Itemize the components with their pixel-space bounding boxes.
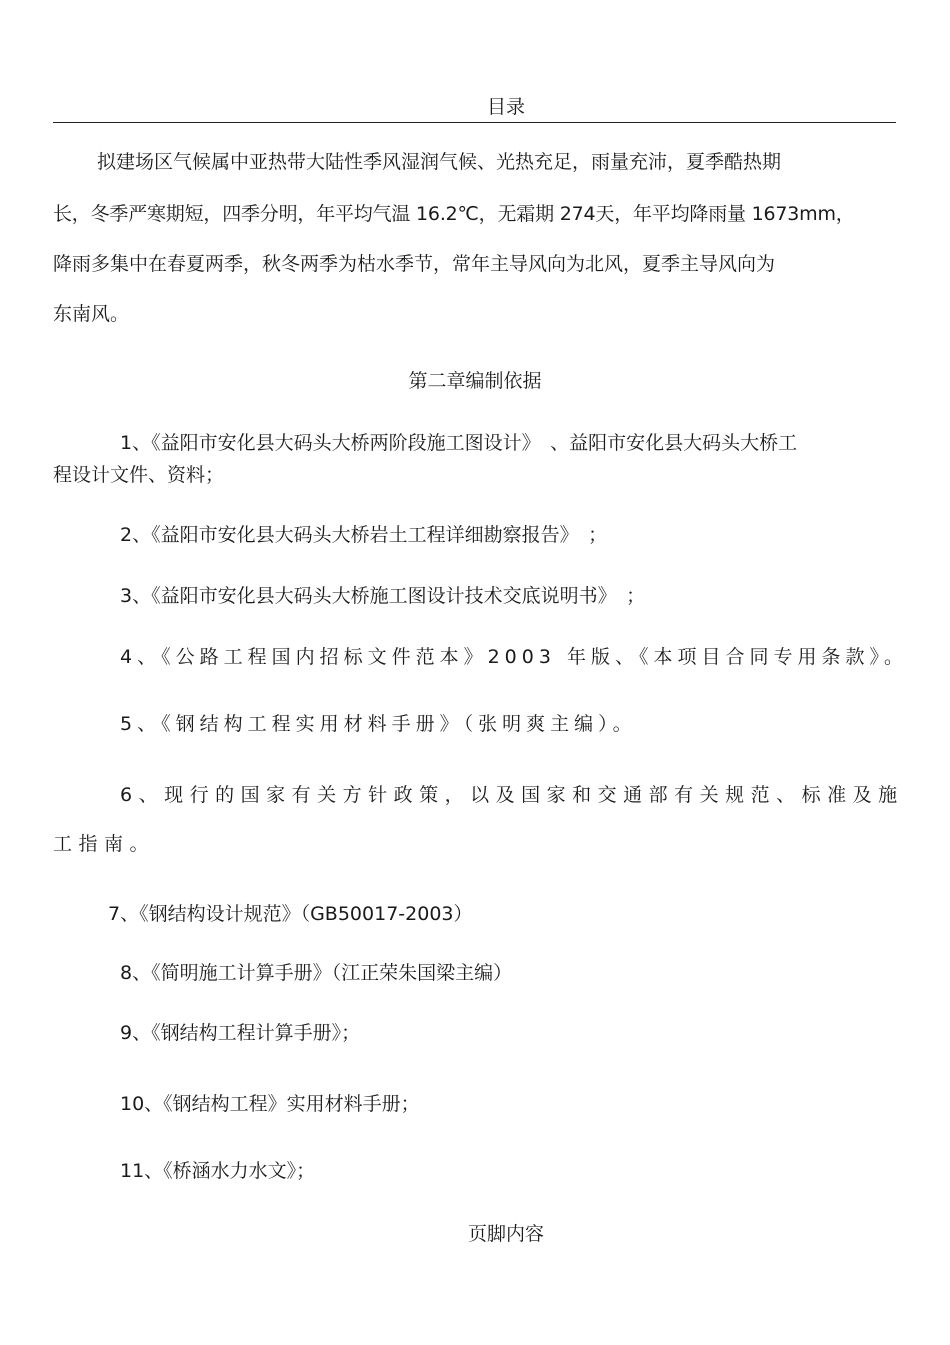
climate-line-1: 拟建场区气候属中亚热带大陆性季风湿润气候、光热充足，雨量充沛，夏季酷热期 (97, 151, 782, 173)
list-item: 9、《钢结构工程计算手册》； (120, 1022, 361, 1044)
list-item: 7、《钢结构设计规范》（GB50017-2003） (108, 903, 473, 925)
climate-line-4: 东南风。 (53, 303, 130, 325)
list-item-continuation: 工指南。 (53, 833, 156, 855)
list-item: 2、《益阳市安化县大码头大桥岩土工程详细勘察报告》 ； (120, 524, 608, 546)
list-item: 11、《桥涵水力水文》； (120, 1160, 316, 1182)
list-item: 4、《公路工程国内招标文件范本》2003 年版、《本项目合同专用条款》。 (120, 646, 908, 668)
list-item: 6、现行的国家有关方针政策，以及国家和交通部有关规范、标准及施 (120, 784, 904, 806)
footer-text: 页脚内容 (467, 1223, 544, 1245)
list-item-continuation: 程设计文件、资料； (53, 464, 225, 486)
climate-line-3: 降雨多集中在春夏两季，秋冬两季为枯水季节，常年主导风向为北风，夏季主导风向为 (53, 253, 776, 275)
list-item: 1、《益阳市安化县大码头大桥两阶段施工图设计》 、益阳市安化县大码头大桥工 (120, 432, 798, 454)
header-divider (53, 122, 896, 123)
list-item: 3、《益阳市安化县大码头大桥施工图设计技术交底说明书》 ； (120, 585, 646, 607)
list-item: 8、《简明施工计算手册》（江正荣朱国梁主编） (120, 962, 513, 984)
header-title: 目录 (486, 96, 525, 118)
list-item: 5、《钢结构工程实用材料手册》（张明爽主编）。 (120, 713, 637, 735)
list-item: 10、《钢结构工程》实用材料手册； (120, 1093, 420, 1115)
chapter-title: 第二章编制依据 (408, 370, 542, 392)
climate-line-2: 长，冬季严寒期短，四季分明，年平均气温 16.2℃，无霜期 274天，年平均降雨量 1673mm， (53, 203, 855, 225)
